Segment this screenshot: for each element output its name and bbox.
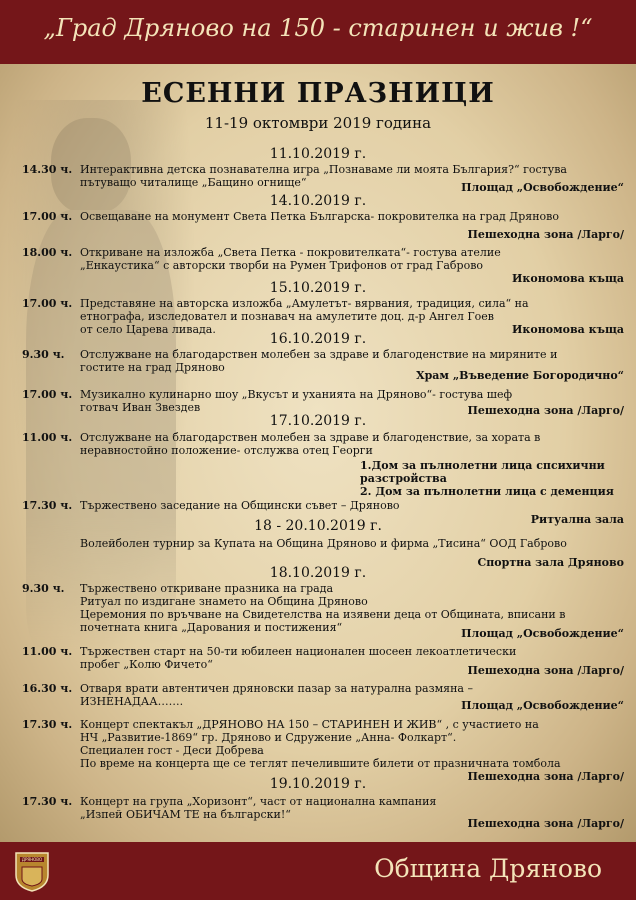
event-line: пробег „Колю Фичето“	[80, 658, 213, 671]
event-time: 17.30 ч.	[22, 795, 73, 808]
event-venue: Площад „Освобождение“	[461, 181, 624, 194]
municipality-crest-icon	[12, 849, 52, 893]
event-time: 14.30 ч.	[22, 163, 73, 176]
date-heading: 11.10.2019 г.	[269, 146, 367, 162]
facility-line: разстройства	[360, 472, 447, 485]
date-heading: 18.10.2019 г.	[269, 565, 367, 581]
event-line: Отслужване на благодарствен молебен за здраве и благоденствие на миряните и	[80, 348, 558, 361]
event-line: гостите на град Дряново	[80, 361, 225, 374]
crest-label: ДРЯНОВО	[21, 857, 43, 862]
event-line: готвач Иван Звездев	[80, 401, 201, 414]
event-description	[80, 431, 625, 457]
event-venue: Икономова къща	[512, 323, 624, 336]
date-heading: 16.10.2019 г.	[269, 331, 367, 347]
date-heading: 18 - 20.10.2019 г.	[254, 518, 382, 534]
event-description	[80, 718, 625, 770]
event-description	[80, 537, 625, 550]
event-line: пътуващо читалище „Бащино огнище“	[80, 176, 307, 189]
event-line: от село Царева ливада.	[80, 323, 216, 336]
event-line: По време на концерта ще се теглят печелившите билети от празничната томбола	[80, 757, 561, 770]
event-line: Музикално кулинарно шоу „Вкусът и уханията на Дряново“- гостува шеф	[80, 388, 513, 401]
date-heading: 19.10.2019 г.	[269, 776, 367, 792]
event-line: Представяне на авторска изложба „Амулетът- вярвания, традиция, сила“ на	[80, 297, 529, 310]
event-line: етнографа, изследовател и познавач на амулетите доц. д-р Ангел Гоев	[80, 310, 494, 323]
facility-line: 1.Дом за пълнолетни лица спсихични	[360, 459, 605, 472]
event-line: Концерт спектакъл „ДРЯНОВО НА 150 – СТАРИНЕН И ЖИВ“ , с участието на	[80, 718, 539, 731]
event-time: 18.00 ч.	[22, 246, 73, 259]
event-line: НЧ „Развитие-1869“ гр. Дряново и Сдружение „Анна- Фолкарт“.	[80, 731, 457, 744]
event-line: „Изпей ОБИЧАМ ТЕ на български!“	[80, 808, 291, 821]
event-time: 9.30 ч.	[22, 348, 65, 361]
date-heading: 14.10.2019 г.	[269, 193, 367, 209]
event-line: Освещаване на монумент Света Петка Българска- покровителка на град Дряново	[80, 210, 559, 223]
event-time: 11.00 ч.	[22, 431, 73, 444]
footer-municipality-name: Община Дряново	[374, 854, 602, 883]
event-line: Откриване на изложба „Света Петка - покровителката“- гостува ателие	[80, 246, 501, 259]
event-line: Концерт на група „Хоризонт“, част от национална кампания	[80, 795, 437, 808]
event-time: 17.00 ч.	[22, 388, 73, 401]
event-line: Специален гост - Деси Добрева	[80, 744, 264, 757]
event-line: Отслужване на благодарствен молебен за здраве и благоденствие, за хората в	[80, 431, 541, 444]
event-venue: Ритуална зала	[530, 513, 624, 526]
event-time: 17.30 ч.	[22, 499, 73, 512]
event-time: 11.00 ч.	[22, 645, 73, 658]
event-venue: Пешеходна зона /Ларго/	[467, 404, 624, 417]
event-line: Ритуал по издигане знамето на Община Дряново	[80, 595, 368, 608]
event-line: Интерактивна детска познавателна игра „Познаваме ли моята България?“ гостува	[80, 163, 567, 176]
facility-line: 2. Дом за пълнолетни лица с деменция	[360, 485, 614, 498]
event-line: ИЗНЕНАДАА…….	[80, 695, 184, 708]
event-venue: Пешеходна зона /Ларго/	[467, 817, 624, 830]
event-time: 17.00 ч.	[22, 297, 73, 310]
event-venue: Пешеходна зона /Ларго/	[467, 228, 624, 241]
event-line: Волейболен турнир за Купата на Община Дряново и фирма „Тисина“ ООД Габрово	[80, 537, 567, 550]
event-line: неравностойно положение- отслужва отец Георги	[80, 444, 373, 457]
event-venue: Спортна зала Дряново	[477, 556, 624, 569]
event-description	[80, 246, 625, 272]
event-line: Тържествен старт на 50-ти юбилеен национален шосеен лекоатлетически	[80, 645, 517, 658]
event-time: 9.30 ч.	[22, 582, 65, 595]
event-facilities	[360, 459, 630, 498]
event-time: 17.00 ч.	[22, 210, 73, 223]
event-line: Церемония по връчване на Свидетелства на изявени деца от Общината, вписани в	[80, 608, 566, 621]
event-venue: Пешеходна зона /Ларго/	[467, 664, 624, 677]
event-venue: Икономова къща	[512, 272, 624, 285]
date-heading: 17.10.2019 г.	[269, 413, 367, 429]
event-venue: Площад „Освобождение“	[461, 699, 624, 712]
event-venue: Площад „Освобождение“	[461, 627, 624, 640]
event-description	[80, 499, 625, 512]
header-slogan: „Град Дряново на 150 - старинен и жив !“	[43, 14, 593, 42]
event-line: Тържествено откриване празника на града	[80, 582, 334, 595]
event-line: Отваря врати автентичен дряновски пазар за натурална размяна –	[80, 682, 473, 695]
event-time: 17.30 ч.	[22, 718, 73, 731]
poster-title: ЕСЕННИ ПРАЗНИЦИ	[141, 78, 495, 109]
event-line: почетната книга „Дарования и постижения“	[80, 621, 343, 634]
event-venue: Храм „Въведение Богородично“	[416, 369, 624, 382]
event-time: 16.30 ч.	[22, 682, 73, 695]
event-line: „Енкаустика“ с авторски творби на Румен Трифонов от град Габрово	[80, 259, 484, 272]
date-heading: 15.10.2019 г.	[269, 280, 367, 296]
event-line: Тържествено заседание на Общински съвет – Дряново	[80, 499, 400, 512]
event-description	[80, 210, 625, 223]
event-venue: Пешеходна зона /Ларго/	[467, 770, 624, 783]
poster-subtitle: 11-19 октомври 2019 година	[204, 114, 432, 132]
